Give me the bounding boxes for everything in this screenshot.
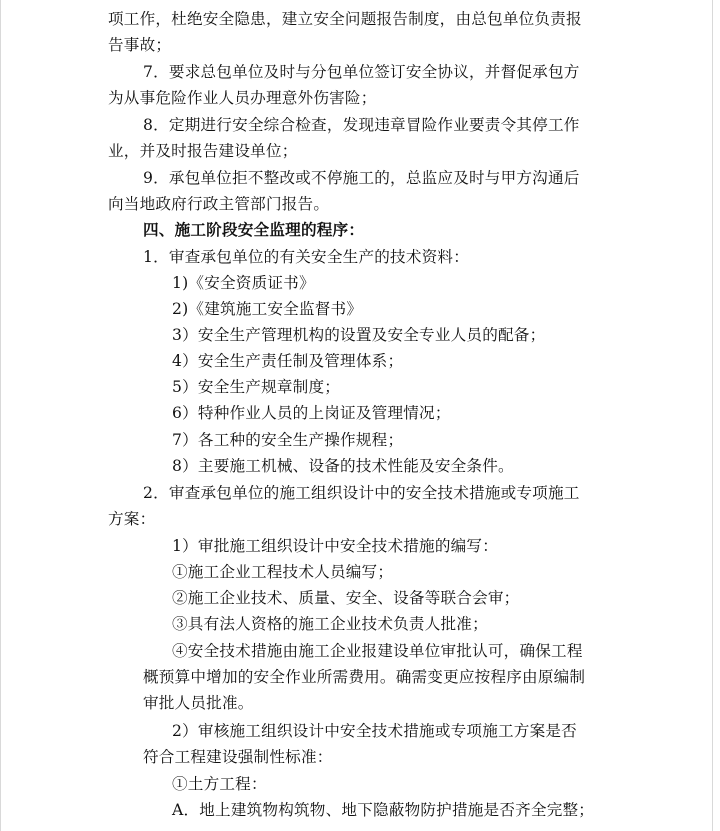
text-line: 8．定期进行安全综合检查，发现违章冒险作业要责令其停工作	[143, 116, 580, 134]
text-line: 概预算中增加的安全作业所需费用。确需变更应按程序由原编制	[143, 668, 586, 686]
text-line: 项工作，杜绝安全隐患，建立安全问题报告制度，由总包单位负责报	[108, 10, 582, 28]
text-line: 7．要求总包单位及时与分包单位签订安全协议，并督促承包方	[143, 63, 580, 81]
sub-item: 2)《建筑施工安全监督书》	[172, 300, 363, 318]
sub-item: 6）特种作业人员的上岗证及管理情况；	[172, 404, 451, 422]
sub-item: ①施工企业工程技术人员编写；	[172, 563, 394, 581]
text-line: 为从事危险作业人员办理意外伤害险；	[108, 89, 377, 107]
sub-item: 1）审批施工组织设计中安全技术措施的编写：	[172, 537, 498, 555]
text-line: 9．承包单位拒不整改或不停施工的，总监应及时与甲方沟通后	[143, 169, 580, 187]
sub-item: ②施工企业技术、质量、安全、设备等联合会审；	[172, 589, 520, 607]
sub-item: 2）审核施工组织设计中安全技术措施或专项施工方案是否	[172, 722, 577, 740]
page-left-border	[0, 0, 1, 831]
sub-item: ③具有法人资格的施工企业技术负责人批准；	[172, 615, 488, 633]
text-line: 向当地政府行政主管部门报告。	[108, 195, 330, 213]
numbered-item: 2．审查承包单位的施工组织设计中的安全技术措施或专项施工	[143, 484, 580, 502]
sub-item: 4）安全生产责任制及管理体系；	[172, 352, 404, 370]
sub-item: 5）安全生产规章制度；	[172, 378, 341, 396]
sub-item: ④安全技术措施由施工企业报建设单位审批认可，确保工程	[172, 642, 583, 660]
text-line: 符合工程建设强制性标准：	[143, 748, 333, 766]
sub-item: 1)《安全资质证书》	[172, 274, 315, 292]
page-right-border	[712, 0, 713, 831]
text-line: 审批人员批准。	[143, 694, 254, 712]
sub-item: 8）主要施工机械、设备的技术性能及安全条件。	[172, 457, 514, 475]
text-line: 业，并及时报告建设单位；	[108, 142, 298, 160]
section-heading: 四、施工阶段安全监理的程序：	[143, 220, 365, 239]
sub-item: 7）各工种的安全生产操作规程；	[172, 431, 404, 449]
text-line: 方案：	[108, 510, 156, 528]
sub-item: A．地上建筑物构筑物、地下隐蔽物防护措施是否齐全完整；	[172, 801, 595, 819]
text-line: 告事故；	[108, 36, 172, 54]
numbered-item: 1．审查承包单位的有关安全生产的技术资料：	[143, 248, 469, 266]
sub-item: 3）安全生产管理机构的设置及安全专业人员的配备；	[172, 326, 546, 344]
sub-item: ①土方工程：	[172, 775, 267, 793]
